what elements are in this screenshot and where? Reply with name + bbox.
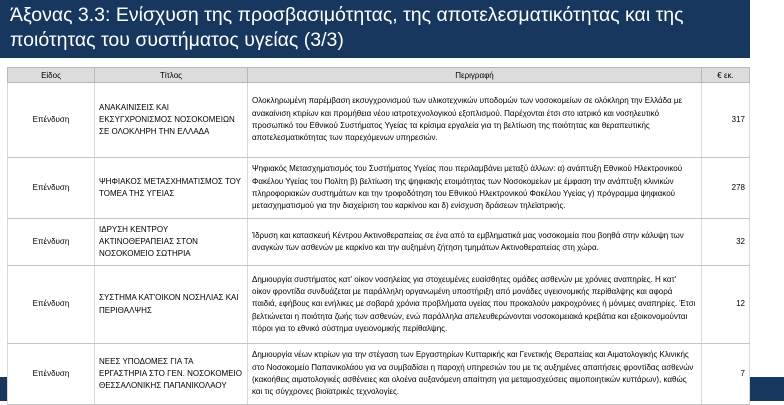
cell-kind: Επένδυση [8,266,95,344]
investments-table [7,67,750,405]
table-row [8,266,750,344]
cell-description: Ψηφιακός Μετασχηματισμός του Συστήματος Υγείας που περιλαμβάνει μεταξύ άλλων: α) ανάπτυξη Εθνικού Ηλεκτρονικού Φακέλου Υγείας του Πολίτη β) βελτίωση της ψηφιακής ετοιμότητας των Νοσοκομείων με έμφαση την ανάπτυξη κλινικών πληροφοριακών συστημάτων και την τροφοδότηση του Εθνικού Ηλεκτρονικού Φακέλου Υγείας γ) πρόγραμμα ψηφιακού μετασχηματισμού για την διαχείριση του καρκίνου και δ) ενίσχυση δράσεων τηλεϊατρικής. [248,158,702,219]
cell-amount: 7 [702,344,750,405]
cell-kind: Επένδυση [8,344,95,405]
cell-amount: 12 [702,266,750,344]
table-row [8,83,750,158]
slide-title: Άξονας 3.3: Ενίσχυση της προσβασιμότητας, της αποτελεσματικότητας και της ποιότητας του συστήματος υγείας (3/3) [10,4,684,51]
cell-amount: 317 [702,83,750,158]
cell-title: ΣΥΣΤΗΜΑ ΚΑΤ'ΟΙΚΟΝ ΝΟΣΗΛΙΑΣ ΚΑΙ ΠΕΡΙΘΑΛΨΗΣ [95,266,248,344]
cell-kind: Επένδυση [8,158,95,219]
cell-description: Δημιουργία συστήματος κατ' οίκον νοσηλείας για στοχευμένες ευαίσθητες ομάδες ασθενών με χρόνιες αναπηρίες. Η κατ' οίκον φροντίδα συνδυάζεται με παράλληλη οργανωμένη υποστήριξη από μονάδες υγειονομικής περίθαλψης και αφορά παιδιά, εφήβους και ενήλικες με σοβαρά χρόνια προβλήματα υγείας που προκαλούν μακροχρόνιες ή μόνιμες αναπηρίες. Έτσι βελτιώνεται η ποιότητα ζωής των ασθενών, ενώ παράλληλα απελευθερώνονται νοσοκομειακά κρεβάτια και εξοικονομούνται πόροι για το εθνικό σύστημα υγειονομικής περίθαλψης. [248,266,702,344]
table-row [8,219,750,266]
cell-description: Ίδρυση και κατασκευή Κέντρου Ακτινοθεραπείας σε ένα από τα εμβληματικά μας νοσοκομεία που βοηθά στην κάλυψη των αναγκών των ασθενών με καρκίνο και την αυξημένη ζήτηση τμημάτων Ακτινοθεραπείας στη χώρα. [248,219,702,266]
table-row [8,158,750,219]
table-row [8,344,750,405]
cell-amount: 278 [702,158,750,219]
title-bar [0,0,750,58]
table-header-row [8,68,750,83]
cell-kind: Επένδυση [8,219,95,266]
cell-title: ΨΗΦΙΑΚΟΣ ΜΕΤΑΣΧΗΜΑΤΙΣΜΟΣ ΤΟΥ ΤΟΜΕΑ ΤΗΣ ΥΓΕΙΑΣ [95,158,248,219]
header-kind: Είδος [8,68,95,83]
cell-kind: Επένδυση [8,83,95,158]
cell-title: ΝΕΕΣ ΥΠΟΔΟΜΕΣ ΓΙΑ ΤΑ ΕΡΓΑΣΤΗΡΙΑ ΣΤΟ ΓΕΝ. ΝΟΣΟΚΟΜΕΙΟ ΘΕΣΣΑΛΟΝΙΚΗΣ ΠΑΠΑΝΙΚΟΛΑΟΥ [95,344,248,405]
cell-title: ΑΝΑΚΑΙΝΙΣΕΙΣ ΚΑΙ ΕΚΣΥΓΧΡΟΝΙΣΜΟΣ ΝΟΣΟΚΟΜΕΙΩΝ ΣΕ ΟΛΟΚΛΗΡΗ ΤΗΝ ΕΛΛΑΔΑ [95,83,248,158]
header-amount: € εκ. [702,68,750,83]
cell-description: Ολοκληρωμένη παρέμβαση εκσυγχρονισμού των υλικοτεχνικών υποδομών των νοσοκομείων σε ολόκληρη την Ελλάδα με ανακαίνιση κτιρίων και προμήθεια νέου ιατροτεχνολογικού εξοπλισμού. Παρέχονται έτσι στο ιατρικό και νοσηλευτικό προσωπικό του Εθνικού Συστήματος Υγείας τα κρίσιμα εργαλεία για τη βελτίωση της ποιότητας και θεραπευτικής αποτελεσματικότητας των παρεχόμενων υπηρεσιών. [248,83,702,158]
header-description: Περιγραφή [248,68,702,83]
header-title: Τίτλος [95,68,248,83]
cell-description: Δημιουργία νέων κτιρίων για την στέγαση των Εργαστηρίων Κυτταρικής και Γενετικής Θεραπείας και Αιματολογικής Κλινικής στο Νοσοκομείο Παπανικολάου για να συμβαδίσει η παροχή υπηρεσιών του με τις αυξημένες απαιτήσεις φροντίδας ασθενών (κακοήθεις αιματολογικές ασθένειες και ολοένα αυξανόμενη απαίτηση για μεταμοσχεύσεις αιμοποιητικών κυττάρων), καθώς και τις σύγχρονες βιοϊατρικές τεχνολογίες. [248,344,702,405]
cell-amount: 32 [702,219,750,266]
cell-title: ΙΔΡΥΣΗ ΚΕΝΤΡΟΥ ΑΚΤΙΝΟΘΕΡΑΠΕΙΑΣ ΣΤΟΝ ΝΟΣΟΚΟΜΕΙΟ ΣΩΤΗΡΙΑ [95,219,248,266]
